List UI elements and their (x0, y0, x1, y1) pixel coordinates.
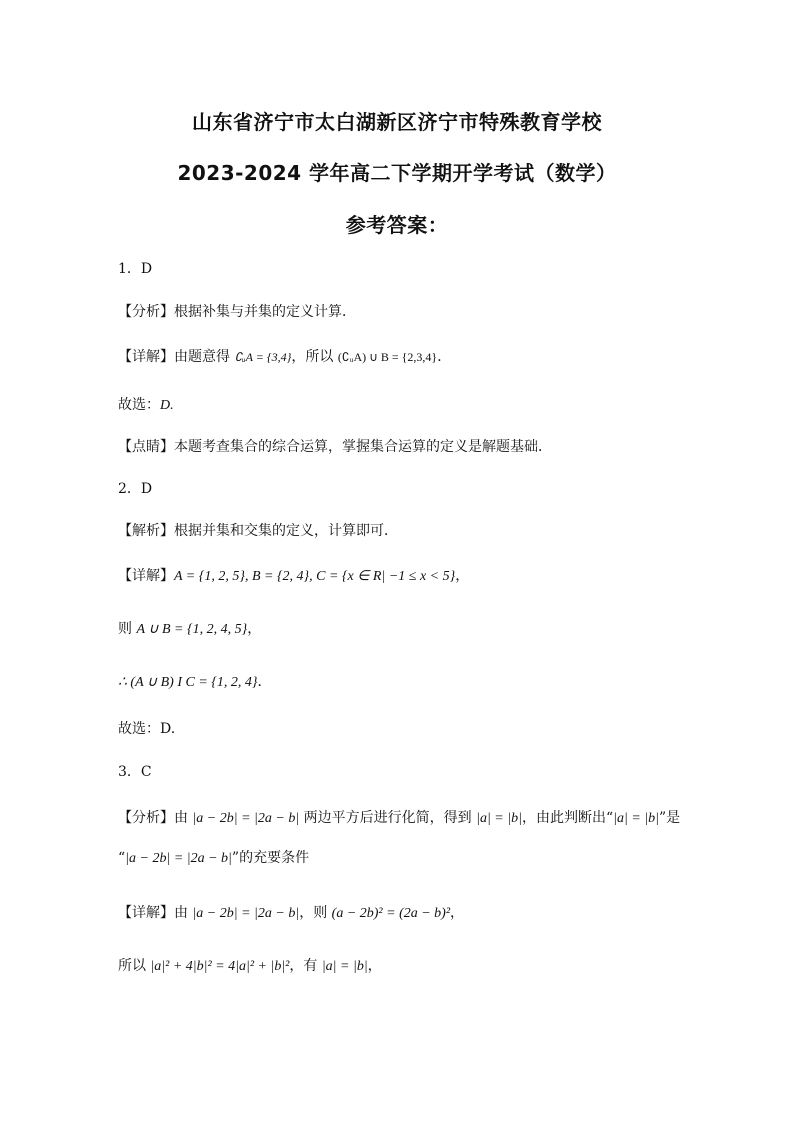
q3-detail-text-c: ， (450, 905, 465, 921)
q2-then-end: ， (247, 621, 262, 637)
q3-analysis-line2-b: ”的充要条件 (231, 850, 310, 866)
q3-detail-text-a: 由 (174, 905, 193, 921)
q3-analysis-line1 (118, 808, 680, 829)
q3-analysis-tag: 【分析】 (118, 810, 174, 826)
q3-detail-text-b: ，则 (299, 905, 332, 921)
q2-detail-end: ， (455, 568, 470, 584)
q1-choose-label: 故选： (118, 397, 160, 413)
q2-detail (118, 566, 469, 587)
q3-analysis-text-d: ”是 (658, 810, 681, 826)
q1-analysis-tag: 【分析】 (118, 304, 174, 320)
q3-analysis-formula-1: |a − 2b| = |2a − b| (192, 811, 300, 826)
q3-analysis-formula-2: |a| = |b| (476, 811, 522, 826)
q1-analysis (118, 302, 356, 322)
q2-choose: 故选：D. (118, 721, 176, 737)
q3-so-text-b: ，有 (289, 958, 322, 974)
q2-therefore-formula: ∴ (A ∪ B) I C = {1, 2, 4} (118, 675, 258, 690)
q2-detail-formula: A = {1, 2, 5}, B = {2, 4}, C = {x ∈ R| −1 ≤ x < 5} (174, 569, 456, 584)
q2-number: 2．D (118, 481, 153, 497)
q3-detail-formula-2: (a − 2b)² = (2a − b)² (331, 906, 451, 921)
q1-number: 1．D (118, 261, 153, 277)
q2-therefore (118, 672, 271, 693)
q1-choose (118, 395, 174, 416)
q3-detail-tag: 【详解】 (118, 905, 174, 921)
q2-therefore-end: ． (257, 674, 272, 690)
q3-detail (118, 903, 464, 924)
q1-detail-formula-2: (∁ᵤA) ∪ B = {2,3,4} (337, 350, 438, 364)
q3-analysis-formula-3: |a| = |b| (613, 811, 659, 826)
q3-so-formula-2: |a| = |b| (321, 959, 368, 974)
q2-then-label: 则 (118, 621, 137, 637)
q3-analysis-line2 (118, 848, 309, 869)
q1-comment-tag: 【点睛】 (118, 439, 174, 455)
q2-analysis-tag: 【解析】 (118, 523, 174, 539)
answer-key-title: 参考答案： (345, 213, 449, 237)
q2-analysis-text: 根据并集和交集的定义，计算即可． (174, 523, 398, 539)
q3-analysis-line2-a: “ (118, 850, 126, 866)
q2-then (118, 619, 261, 640)
q1-comment-text: 本题考查集合的综合运算，掌握集合运算的定义是解题基础． (174, 439, 552, 455)
q1-analysis-text: 根据补集与并集的定义计算． (174, 304, 356, 320)
q3-so-text-a: 所以 (118, 958, 151, 974)
q1-detail-text-b: ，所以 (291, 349, 338, 365)
q3-analysis-text-b: 两边平方后进行化简，得到 (299, 810, 477, 826)
q2-detail-tag: 【详解】 (118, 568, 174, 584)
q3-so-text-c: ， (367, 958, 382, 974)
q1-detail-text-c: ． (437, 349, 452, 365)
q1-comment (118, 437, 552, 457)
q3-analysis-text-a: 由 (174, 810, 193, 826)
q3-number: 3．C (118, 764, 152, 780)
q1-detail-text-a: 由题意得 (174, 349, 235, 365)
q3-analysis-line2-formula: |a − 2b| = |2a − b| (125, 851, 232, 866)
q3-so-formula: |a|² + 4|b|² = 4|a|² + |b|² (150, 959, 290, 974)
q1-detail-formula-1: ∁ᵤA = {3,4} (234, 350, 292, 364)
q1-detail-tag: 【详解】 (118, 349, 174, 365)
q3-analysis-text-c: ，由此判断出“ (521, 810, 614, 826)
q2-then-formula: A ∪ B = {1, 2, 4, 5} (136, 622, 248, 637)
school-title: 山东省济宁市太白湖新区济宁市特殊教育学校 (192, 110, 602, 134)
q3-detail-formula-1: |a − 2b| = |2a − b| (192, 906, 300, 921)
q1-detail (118, 347, 451, 367)
q1-choose-value: D. (160, 398, 174, 413)
q2-analysis (118, 521, 398, 541)
exam-title: 2023-2024 学年高二下学期开学考试（数学） (177, 161, 617, 185)
q3-so (118, 956, 382, 977)
